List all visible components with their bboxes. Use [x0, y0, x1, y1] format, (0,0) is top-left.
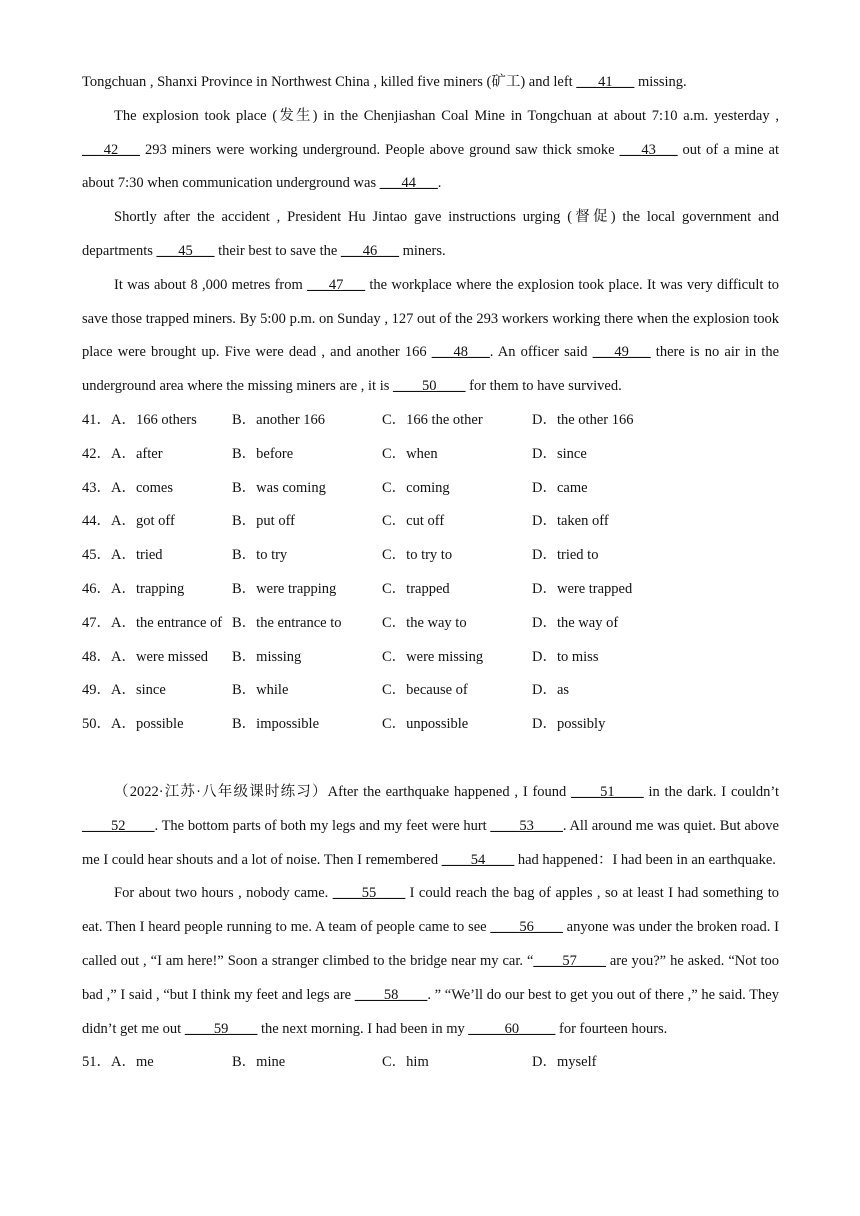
option-b: B．another 166 — [232, 411, 326, 428]
blank-43: ___43___ — [619, 141, 678, 158]
question-list — [82, 1046, 779, 1080]
question-row — [82, 404, 779, 438]
option-d: D．the other 166 — [532, 411, 634, 428]
option-b: B．while — [232, 682, 289, 699]
option-d: D．came — [532, 479, 588, 496]
text: I could reach the bag of apples , so at least I had something to eat. Then I heard people running to me. A team of people came to see — [82, 885, 779, 936]
option-a: 50．A．possible — [82, 716, 184, 733]
option-c: C．were missing — [382, 648, 484, 665]
option-a: 41．A．166 others — [82, 411, 197, 428]
option-a: 43．A．comes — [82, 479, 174, 496]
option-b: B．were trapping — [232, 580, 337, 597]
paragraph — [82, 877, 779, 1046]
blank-50: ____50____ — [393, 378, 466, 395]
option-b: B．to try — [232, 547, 288, 564]
option-b: B．mine — [232, 1054, 286, 1071]
question-row — [82, 539, 779, 573]
text: for fourteen hours. — [555, 1020, 668, 1037]
text: in the dark. I couldn’t — [643, 783, 779, 800]
text: there is no air in the underground area where the missing miners are , it is — [82, 344, 779, 395]
text: . — [437, 175, 442, 192]
blank-53: ____53____ — [490, 817, 563, 834]
blank-59: ____59____ — [184, 1020, 258, 1037]
text: （2022·江苏·八年级课时练习）After the earthquake happened , I found — [114, 783, 572, 800]
option-c: C．coming — [382, 479, 450, 496]
option-c: C．cut off — [382, 513, 445, 530]
text: are you?” he asked. “Not too bad ,” I said , “but I think my feet and legs are — [82, 952, 779, 1003]
option-b: B．missing — [232, 648, 302, 665]
option-b: B．impossible — [232, 716, 320, 733]
blank-52: ____52____ — [82, 817, 155, 834]
option-d: D．tried to — [532, 547, 599, 564]
text: . All around me was quiet. But above me I could hear shouts and a lot of noise. Then I remembered — [82, 817, 779, 868]
option-a: 44．A．got off — [82, 513, 175, 530]
option-c: C．trapped — [382, 580, 450, 597]
question-row — [82, 573, 779, 607]
question-row — [82, 708, 779, 742]
blank-56: ____56____ — [490, 919, 563, 936]
blank-49: ___49___ — [592, 344, 651, 361]
option-d: D．as — [532, 682, 570, 699]
blank-60: _____60_____ — [468, 1020, 556, 1037]
text: Shortly after the accident , President Hu Jintao gave instructions urging (督促) the local government and departments — [82, 209, 779, 259]
option-a: 45．A．tried — [82, 547, 163, 564]
paragraph — [82, 776, 779, 877]
option-a: 51．A．me — [82, 1054, 154, 1071]
option-c: C．the way to — [382, 614, 467, 631]
text: anyone was under the broken road. I called out , “I am here!” Soon a stranger climbed to the bridge near my car. “ — [82, 919, 779, 969]
text: . An officer said — [489, 344, 593, 361]
option-b: B．put off — [232, 513, 295, 530]
option-c: C．when — [382, 445, 438, 462]
text: Tongchuan , Shanxi Province in Northwest China , killed five miners (矿工) and left — [82, 74, 577, 90]
option-a: 48．A．were missed — [82, 648, 209, 665]
blank-58: ____58____ — [354, 986, 428, 1003]
blank-57: ____57____ — [533, 952, 606, 969]
text: for them to have survived. — [465, 378, 622, 395]
text: out of a mine at about 7:30 when communication underground was — [82, 141, 779, 192]
blank-47: ___47___ — [307, 276, 366, 293]
question-row — [82, 641, 779, 675]
option-c: C．unpossible — [382, 716, 469, 733]
text: 293 miners were working underground. People above ground saw thick smoke — [140, 141, 620, 158]
text: For about two hours , nobody came. — [114, 885, 333, 902]
option-d: D．were trapped — [532, 580, 633, 597]
question-row — [82, 505, 779, 539]
paragraph — [82, 66, 779, 100]
blank-45: ___45___ — [156, 242, 215, 259]
blank-48: ___48___ — [431, 344, 490, 361]
option-a: 42．A．after — [82, 445, 163, 462]
text: The explosion took place (发生) in the Chenjiashan Coal Mine in Tongchuan at about 7:10 a.m. yesterday , — [114, 107, 779, 124]
blank-46: ___46___ — [340, 242, 399, 259]
question-row — [82, 607, 779, 641]
option-d: D．possibly — [532, 716, 606, 733]
paragraph — [82, 269, 779, 404]
option-b: B．the entrance to — [232, 614, 342, 631]
option-c: C．him — [382, 1054, 429, 1071]
text: . ” “We’ll do our best to get you out of there ,” he said. They didn’t get me out — [82, 986, 779, 1037]
text: miners. — [398, 242, 446, 259]
text: their best to save the — [214, 242, 341, 259]
option-d: D．to miss — [532, 648, 599, 665]
option-d: D．the way of — [532, 614, 619, 631]
question-row — [82, 674, 779, 708]
option-b: B．was coming — [232, 479, 326, 496]
paragraph — [82, 100, 779, 201]
option-b: B．before — [232, 445, 294, 462]
option-d: D．myself — [532, 1054, 597, 1071]
text: missing. — [634, 74, 687, 90]
blank-44: ___44___ — [379, 175, 438, 192]
question-row — [82, 472, 779, 506]
option-c: C．because of — [382, 682, 468, 699]
option-a: 47．A．the entrance of — [82, 614, 223, 631]
question-row — [82, 438, 779, 472]
blank-42: ___42___ — [82, 141, 140, 158]
option-a: 46．A．trapping — [82, 580, 185, 597]
text: had happened：I had been in an earthquake. — [514, 851, 776, 868]
text: the next morning. I had been in my — [257, 1020, 469, 1037]
text: the workplace where the explosion took place. It was very difficult to save those trapped miners. By 5:00 p.m. on Sunday , 127 out of the 293 workers working there when the explosion took place were brought up. Five were dead , and another 166 — [82, 276, 779, 361]
option-c: C．to try to — [382, 547, 453, 564]
option-d: D．taken off — [532, 513, 609, 530]
question-row — [82, 1046, 779, 1080]
text: It was about 8 ,000 metres from — [114, 276, 308, 293]
blank-55: ____55____ — [332, 885, 406, 902]
paragraph — [82, 201, 779, 269]
question-list — [82, 404, 779, 742]
blank-54: ____54____ — [441, 851, 515, 868]
blank-51: ____51____ — [571, 783, 644, 800]
blank-41: ___41___ — [576, 74, 635, 90]
option-a: 49．A．since — [82, 682, 166, 699]
option-d: D．since — [532, 445, 587, 462]
document-page — [82, 0, 779, 1080]
option-c: C．166 the other — [382, 411, 483, 428]
text: . The bottom parts of both my legs and my feet were hurt — [154, 817, 491, 834]
